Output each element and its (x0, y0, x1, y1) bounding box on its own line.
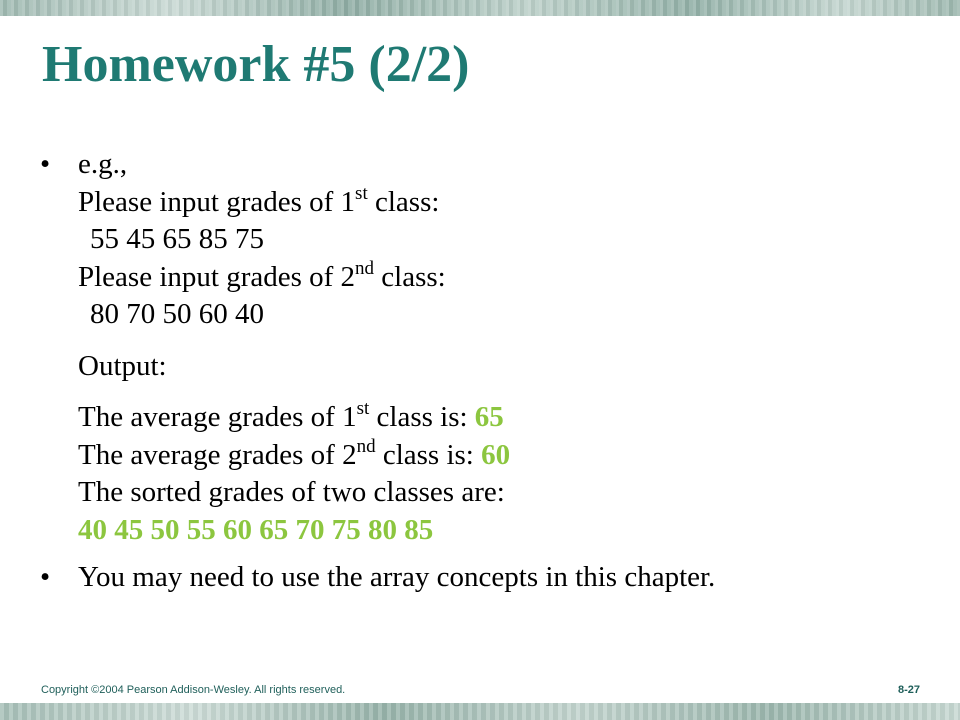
footer-copyright: Copyright ©2004 Pearson Addison-Wesley. All rights reserved. (41, 684, 346, 696)
bullet-list (40, 146, 940, 597)
bottom-decorative-band (0, 703, 960, 720)
bullet-example (40, 146, 940, 549)
average-class-2: The average grades of 2nd class is: 60 (78, 435, 511, 471)
note-text: You may need to use the array concepts in this chapter. (78, 561, 716, 593)
prompt-class-1: Please input grades of 1st class: (78, 182, 440, 218)
input-class-2: 80 70 50 60 40 (90, 298, 264, 330)
example-label: e.g., (78, 148, 128, 180)
average-value-1: 65 (474, 401, 504, 433)
sorted-values: 40 45 50 55 60 65 70 75 80 85 (78, 513, 434, 546)
average-value-2: 60 (481, 438, 511, 471)
prompt-class-2: Please input grades of 2nd class: (78, 257, 446, 293)
bullet-icon: • (40, 561, 51, 593)
bullet-icon: • (40, 148, 51, 180)
slide-title: Homework #5 (2/2) (42, 36, 470, 93)
average-class-1: The average grades of 1st class is: 65 (78, 398, 504, 433)
sorted-label: The sorted grades of two classes are: (78, 476, 505, 508)
top-decorative-band (0, 0, 960, 16)
input-class-1: 55 45 65 85 75 (90, 223, 264, 255)
output-label: Output: (78, 349, 167, 382)
bullet-note (40, 559, 940, 597)
page-number: 8-27 (897, 684, 920, 696)
